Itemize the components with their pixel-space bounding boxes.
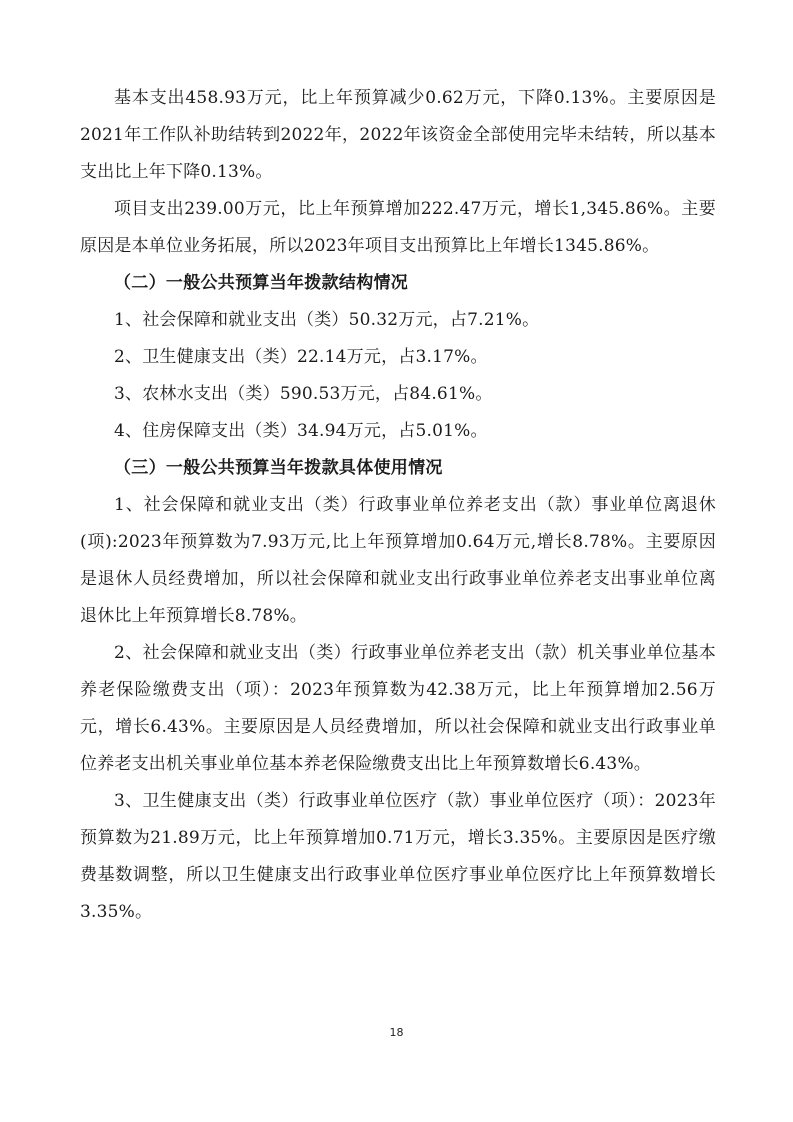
section-heading-appropriation-usage: （三）一般公共预算当年拨款具体使用情况 [114, 458, 443, 478]
paragraph-social-security: 1、社会保障和就业支出（类）50.32万元，占7.21%。 [114, 310, 540, 330]
paragraph-retirement: 1、社会保障和就业支出（类）行政事业单位养老支出（款）事业单位离退休(项):2023年预算数为7.93万元,比上年预算增加0.64万元,增长8.78%。主要原因是退休人员经费增加，所以社会保障和就业支出行政事业单位养老支出事业单位离退休比上年预算增长8.78%。 [80, 495, 716, 626]
section-heading-appropriation-structure: （二）一般公共预算当年拨款结构情况 [114, 273, 409, 293]
paragraph-basic-expenditure: 基本支出458.93万元，比上年预算减少0.62万元，下降0.13%。主要原因是2021年工作队补助结转到2022年，2022年该资金全部使用完毕未结转，所以基本支出比上年下降0.13%。 [80, 88, 716, 182]
paragraph-project-expenditure: 项目支出239.00万元，比上年预算增加222.47万元，增长1,345.86%。主要原因是本单位业务拓展，所以2023年项目支出预算比上年增长1345.86%。 [80, 199, 716, 256]
paragraph-medical: 3、卫生健康支出（类）行政事业单位医疗（款）事业单位医疗（项）：2023年预算数为21.89万元，比上年预算增加0.71万元，增长3.35%。主要原因是医疗缴费基数调整，所以卫生健康支出行政事业单位医疗事业单位医疗比上年预算数增长3.35%。 [80, 791, 716, 922]
page-number: 18 [389, 1026, 404, 1039]
paragraph-health: 2、卫生健康支出（类）22.14万元，占3.17%。 [114, 347, 488, 367]
paragraph-pension-insurance: 2、社会保障和就业支出（类）行政事业单位养老支出（款）机关事业单位基本养老保险缴费支出（项）：2023年预算数为42.38万元，比上年预算增加2.56万元，增长6.43%。主要原因是人员经费增加，所以社会保障和就业支出行政事业单位养老支出机关事业单位基本养老保险缴费支出比上年预算数增长6.43%。 [80, 643, 716, 774]
paragraph-housing: 4、住房保障支出（类）34.94万元，占5.01%。 [114, 421, 488, 441]
document-body [80, 80, 716, 931]
paragraph-agriculture: 3、农林水支出（类）590.53万元，占84.61%。 [114, 384, 493, 404]
